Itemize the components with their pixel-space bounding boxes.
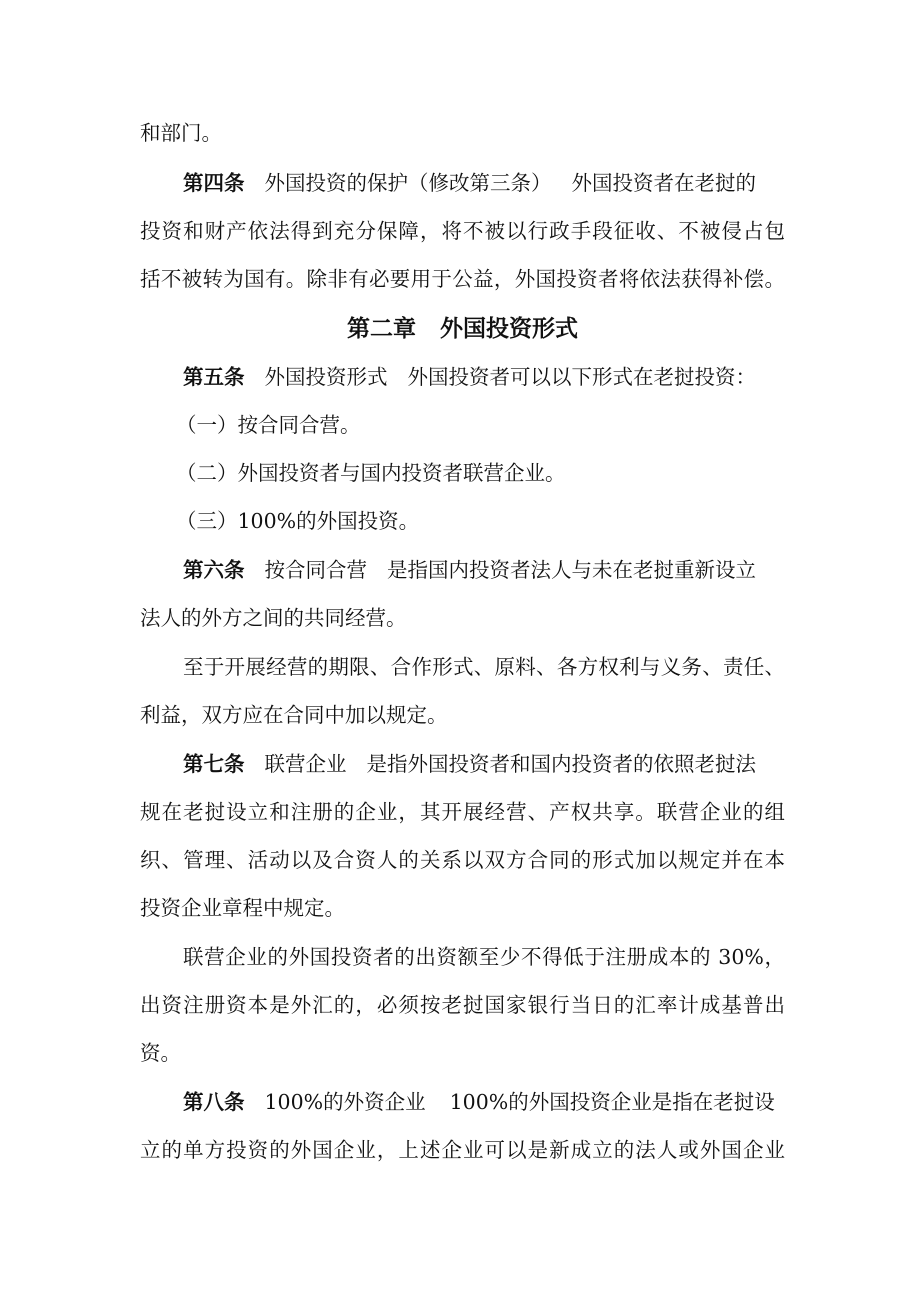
text-line: 至于开展经营的期限、合作形式、原料、各方权利与义务、责任、	[183, 655, 785, 679]
text-line: 立的单方投资的外国企业，上述企业可以是新成立的法人或外国企业	[140, 1138, 785, 1162]
article-title: 外国投资形式	[264, 365, 388, 389]
text-line: 联营企业的外国投资者的出资额至少不得低于注册成本的 30%，	[183, 945, 785, 969]
article-label: 第八条	[183, 1090, 245, 1114]
list-item: （二）外国投资者与国内投资者联营企业。	[176, 461, 566, 485]
article-title: 联营企业	[264, 752, 347, 776]
text-line: 和部门。	[140, 121, 222, 145]
list-item: （三）100%的外国投资。	[176, 509, 420, 533]
chapter-heading	[140, 312, 785, 346]
article-label: 第六条	[183, 558, 245, 582]
text-line: 利益，双方应在合同中加以规定。	[140, 703, 448, 727]
chapter-number: 第二章	[347, 315, 416, 342]
text-line: 括不被转为国有。除非有必要用于公益，外国投资者将依法获得补偿。	[140, 267, 785, 291]
article-text: 100%的外国投资企业是指在老挝设	[449, 1090, 775, 1114]
article-label: 第五条	[183, 365, 245, 389]
article-text: 是指外国投资者和国内投资者的依照老挝法	[366, 752, 756, 776]
article-title: 100%的外资企业	[264, 1090, 426, 1114]
list-item: （一）按合同合营。	[176, 413, 361, 437]
article-7-line-1	[183, 749, 785, 779]
text-line: 法人的外方之间的共同经营。	[140, 606, 407, 630]
article-text: 外国投资者在老挝的	[571, 171, 756, 195]
text-line: 织、管理、活动以及合资人的关系以双方合同的形式加以规定并在本	[140, 848, 785, 872]
text-line: 投资和财产依法得到充分保障，将不被以行政手段征收、不被侵占包	[140, 219, 785, 243]
article-label: 第四条	[183, 171, 245, 195]
text-line: 出资注册资本是外汇的，必须按老挝国家银行当日的汇率计成基普出	[140, 993, 785, 1017]
text-line: 投资企业章程中规定。	[140, 896, 345, 920]
article-text: 外国投资者可以以下形式在老挝投资：	[407, 365, 756, 389]
article-8-line-1	[183, 1087, 785, 1117]
text-line: 规在老挝设立和注册的企业，其开展经营、产权共享。联营企业的组	[140, 800, 785, 824]
article-4-line-1	[183, 168, 785, 198]
article-title: 按合同合营	[264, 558, 367, 582]
article-5-line-1	[183, 362, 785, 392]
article-label: 第七条	[183, 752, 245, 776]
article-6-line-1	[183, 555, 785, 585]
article-title: 外国投资的保护（修改第三条）	[264, 171, 552, 195]
text-line: 资。	[140, 1041, 181, 1065]
chapter-title: 外国投资形式	[440, 315, 578, 342]
article-text: 是指国内投资者法人与未在老挝重新设立	[387, 558, 756, 582]
